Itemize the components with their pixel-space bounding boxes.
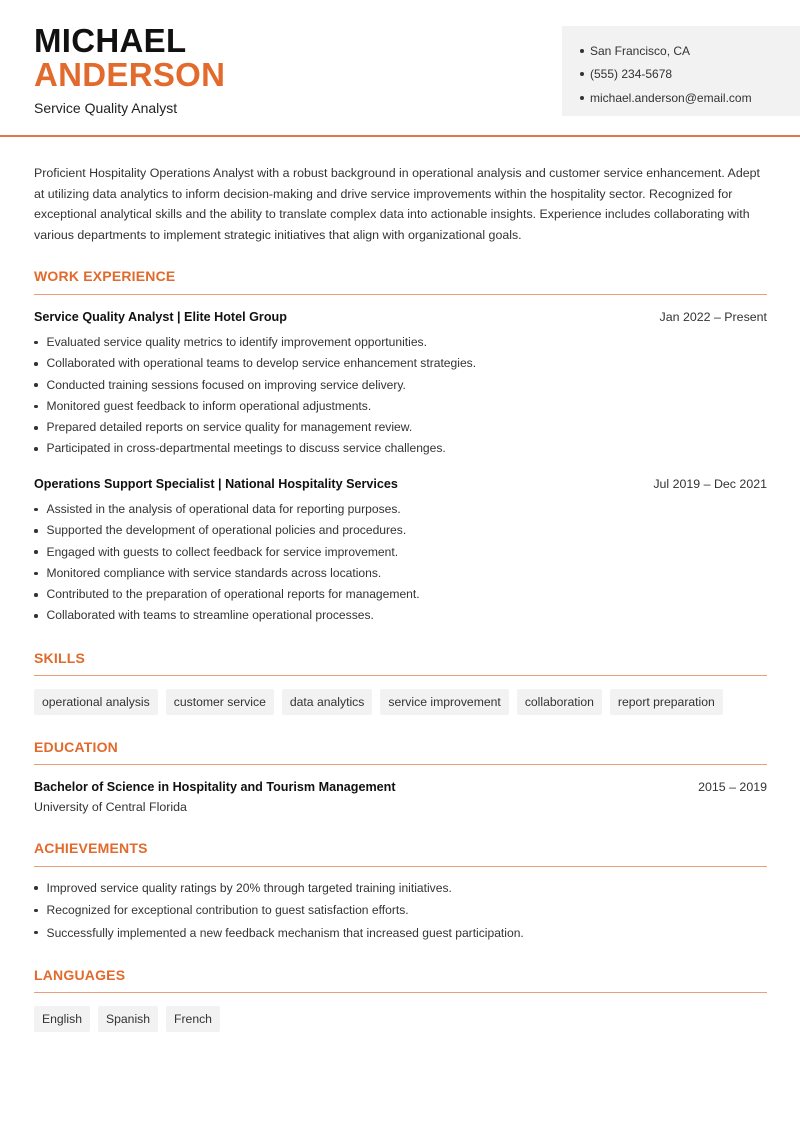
list-item [34,877,524,899]
bullet-icon [34,931,38,935]
section-divider [34,675,767,676]
education-dates: 2015 – 2019 [698,780,767,794]
list-item [34,417,476,438]
contact-phone-text: (555) 234-5678 [590,67,673,82]
bullet-icon [34,383,38,387]
bullet-icon [34,426,38,430]
resume-header [0,0,800,137]
bullet-icon [34,341,38,345]
list-item [34,438,476,459]
bullet-text: Evaluated service quality metrics to identify improvement opportunities. [46,335,427,349]
skill-tag: collaboration [517,689,602,715]
bullet-text: Monitored compliance with service standards across locations. [46,565,382,580]
job-dates-2: Jul 2019 – Dec 2021 [653,477,767,491]
section-divider [34,294,767,295]
list-item [34,396,476,417]
language-tags [34,1006,220,1032]
bullet-icon [580,72,584,76]
bullet-icon [34,362,38,366]
school-name: University of Central Florida [34,800,187,814]
bullet-text: Collaborated with teams to streamline operational processes. [46,608,374,623]
bullet-icon [34,572,38,576]
bullet-icon [34,593,38,597]
bullet-text: Engaged with guests to collect feedback for service improvement. [46,544,399,559]
list-item [34,584,420,605]
job-title-1: Service Quality Analyst | Elite Hotel Group [34,310,287,324]
contact-email-text: michael.anderson@email.com [590,90,752,105]
bullet-icon [34,614,38,618]
bullet-text: Collaborated with operational teams to develop service enhancement strategies. [46,356,477,371]
job-dates-1: Jan 2022 – Present [659,310,767,324]
bullet-icon [580,96,584,100]
bullet-text: Participated in cross-departmental meetings to discuss service challenges. [46,441,446,456]
skill-tag: service improvement [380,689,508,715]
bullet-text: Improved service quality ratings by 20% through targeted training initiatives. [46,881,452,895]
list-item [34,922,524,944]
bullet-text: Assisted in the analysis of operational data for reporting purposes. [46,502,401,516]
bullet-text: Successfully implemented a new feedback mechanism that increased guest participation. [46,925,524,940]
list-item [34,332,476,353]
contact-location [580,39,800,63]
skills-tags [34,689,723,715]
bullet-icon [34,405,38,409]
language-tag: English [34,1006,90,1032]
bullet-icon [34,529,38,533]
section-title-work: WORK EXPERIENCE [34,268,176,284]
first-name: MICHAEL [34,22,187,59]
bullet-text: Recognized for exceptional contribution to guest satisfaction efforts. [46,903,409,918]
list-item [34,375,476,396]
skill-tag: operational analysis [34,689,158,715]
list-item [34,605,420,626]
achievement-bullets [34,877,524,944]
job-bullets-1 [34,332,476,460]
bullet-text: Supported the development of operational policies and procedures. [46,523,407,538]
bullet-text: Contributed to the preparation of operational reports for management. [46,587,420,602]
job-bullets-2 [34,499,420,627]
list-item [34,353,476,374]
list-item [34,520,420,541]
list-item [34,563,420,584]
list-item [34,899,524,921]
list-item [34,499,420,520]
list-item [34,542,420,563]
language-tag: Spanish [98,1006,158,1032]
bullet-text: Conducted training sessions focused on improving service delivery. [46,377,406,392]
contact-email [580,86,800,110]
bullet-text: Monitored guest feedback to inform operational adjustments. [46,398,372,413]
language-tag: French [166,1006,220,1032]
section-divider [34,866,767,867]
skill-tag: customer service [166,689,274,715]
section-title-education: EDUCATION [34,739,118,755]
bullet-icon [34,886,38,890]
contact-phone [580,63,800,87]
professional-summary: Proficient Hospitality Operations Analyst with a robust background in operational analysis and customer service enhancement. Adept at utilizing data analytics to inform decision-making and drive service improvements within the hospitality sector. Recognized for exceptional analytical skills and the ability to translate complex data into actionable insights. Experience includes collaborating with various departments to implement strategic initiatives that align with organizational goals. [34,166,760,243]
skill-tag: report preparation [610,689,723,715]
bullet-icon [34,508,38,512]
bullet-text: Prepared detailed reports on service quality for management review. [46,420,413,435]
job-title-2: Operations Support Specialist | National Hospitality Services [34,477,398,491]
section-divider [34,764,767,765]
section-title-languages: LANGUAGES [34,967,126,983]
contact-box [562,26,800,116]
job-title: Service Quality Analyst [34,100,178,116]
contact-location-text: San Francisco, CA [590,43,691,58]
bullet-icon [34,447,38,451]
bullet-icon [580,49,584,53]
skill-tag: data analytics [282,689,373,715]
degree-title: Bachelor of Science in Hospitality and Tourism Management [34,780,396,794]
section-divider [34,992,767,993]
section-title-skills: SKILLS [34,650,85,666]
bullet-icon [34,909,38,913]
bullet-icon [34,550,38,554]
last-name: ANDERSON [34,56,226,93]
section-title-achievements: ACHIEVEMENTS [34,840,148,856]
